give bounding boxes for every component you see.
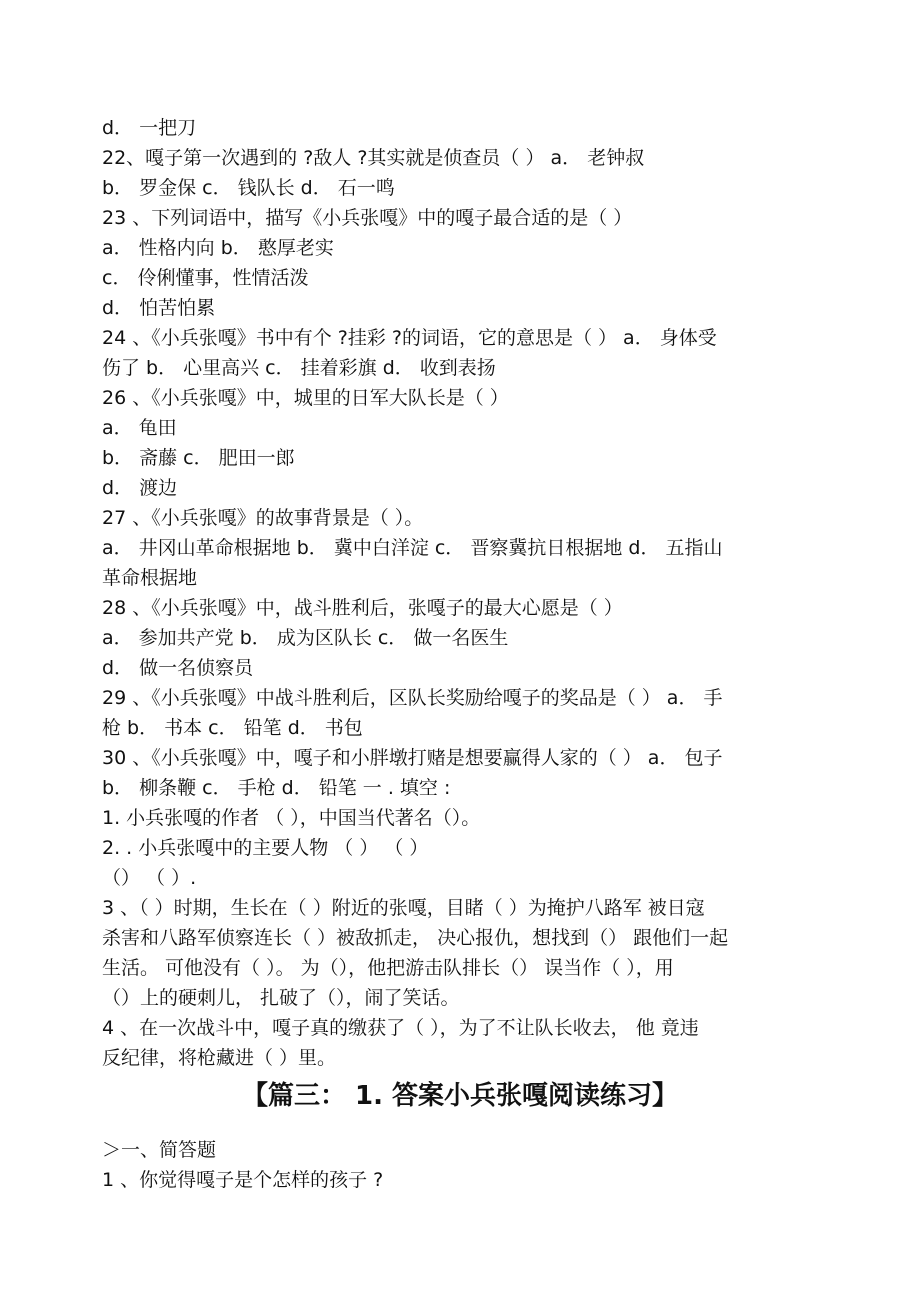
text-line: d． 渡边	[102, 477, 178, 499]
text-line: 28 、《小兵张嘎》中，战斗胜利后，张嘎子的最大心愿是（ ）	[102, 597, 623, 619]
text-line: 1 、你觉得嘎子是个怎样的孩子 ?	[102, 1169, 384, 1191]
text-line: 3 、（ ）时期，生长在（ ）附近的张嘎，目睹（ ）为掩护八路军 被日寇	[102, 897, 705, 919]
text-line: 反纪律，将枪藏进（ ）里。	[102, 1047, 337, 1069]
text-line: ＞一、简答题	[102, 1139, 217, 1161]
text-line: a． 性格内向 b． 憨厚老实	[102, 237, 334, 259]
text-line: b． 斋藤 c． 肥田一郎	[102, 447, 295, 469]
text-line: b． 罗金保 c． 钱队长 d． 石一鸣	[102, 177, 395, 199]
text-line: c． 伶俐懂事，性情活泼	[102, 267, 309, 289]
text-line: a． 龟田	[102, 417, 177, 439]
text-line: 杀害和八路军侦察连长（ ）被敌抓走， 决心报仇，想找到（） 跟他们一起	[102, 927, 729, 949]
text-line: （）上的硬刺儿， 扎破了（），闹了笑话。	[102, 987, 460, 1009]
text-line: d． 怕苦怕累	[102, 297, 216, 319]
text-line: d． 做一名侦察员	[102, 657, 254, 679]
text-line: 生活。 可他没有（ ）。 为（），他把游击队排长（） 误当作（ ），用	[102, 957, 674, 979]
text-line: 枪 b． 书本 c． 铅笔 d． 书包	[102, 717, 363, 739]
text-line: 29 、《小兵张嘎》中战斗胜利后，区队长奖励给嘎子的奖品是（ ） a． 手	[102, 687, 723, 709]
text-line: 30 、《小兵张嘎》中，嘎子和小胖墩打赌是想要赢得人家的（ ） a． 包子	[102, 747, 723, 769]
text-line: 4 、在一次战斗中，嘎子真的缴获了（ ），为了不让队长收去， 他 竟违	[102, 1017, 699, 1039]
section-heading: 【篇三： 1. 答案小兵张嘎阅读练习】	[241, 1081, 679, 1111]
text-line: d． 一把刀	[102, 117, 197, 139]
text-line: 22、嘎子第一次遇到的 ?敌人 ?其实就是侦查员（ ） a． 老钟叔	[102, 147, 645, 169]
text-line: b． 柳条鞭 c． 手枪 d． 铅笔 一 . 填空 :	[102, 777, 451, 799]
text-line: 26 、《小兵张嘎》中，城里的日军大队长是（ ）	[102, 387, 509, 409]
text-line: 24 、《小兵张嘎》书中有个 ?挂彩 ?的词语，它的意思是（ ） a． 身体受	[102, 327, 717, 349]
text-line: 2. . 小兵张嘎中的主要人物 （ ） （ ）	[102, 837, 429, 859]
text-line: a． 井冈山革命根据地 b． 冀中白洋淀 c． 晋察冀抗日根据地 d． 五指山	[102, 537, 723, 559]
text-line: 27 、《小兵张嘎》的故事背景是（ ）。	[102, 507, 424, 529]
text-line: 革命根据地	[102, 567, 198, 589]
text-line: a． 参加共产党 b． 成为区队长 c． 做一名医生	[102, 627, 509, 649]
text-line: 23 、下列词语中，描写《小兵张嘎》中的嘎子最合适的是（ ）	[102, 207, 633, 229]
text-line: 1. 小兵张嘎的作者 （ ），中国当代著名（）。	[102, 807, 481, 829]
text-line: （） （ ）.	[102, 867, 197, 889]
text-line: 伤了 b． 心里高兴 c． 挂着彩旗 d． 收到表扬	[102, 357, 496, 379]
